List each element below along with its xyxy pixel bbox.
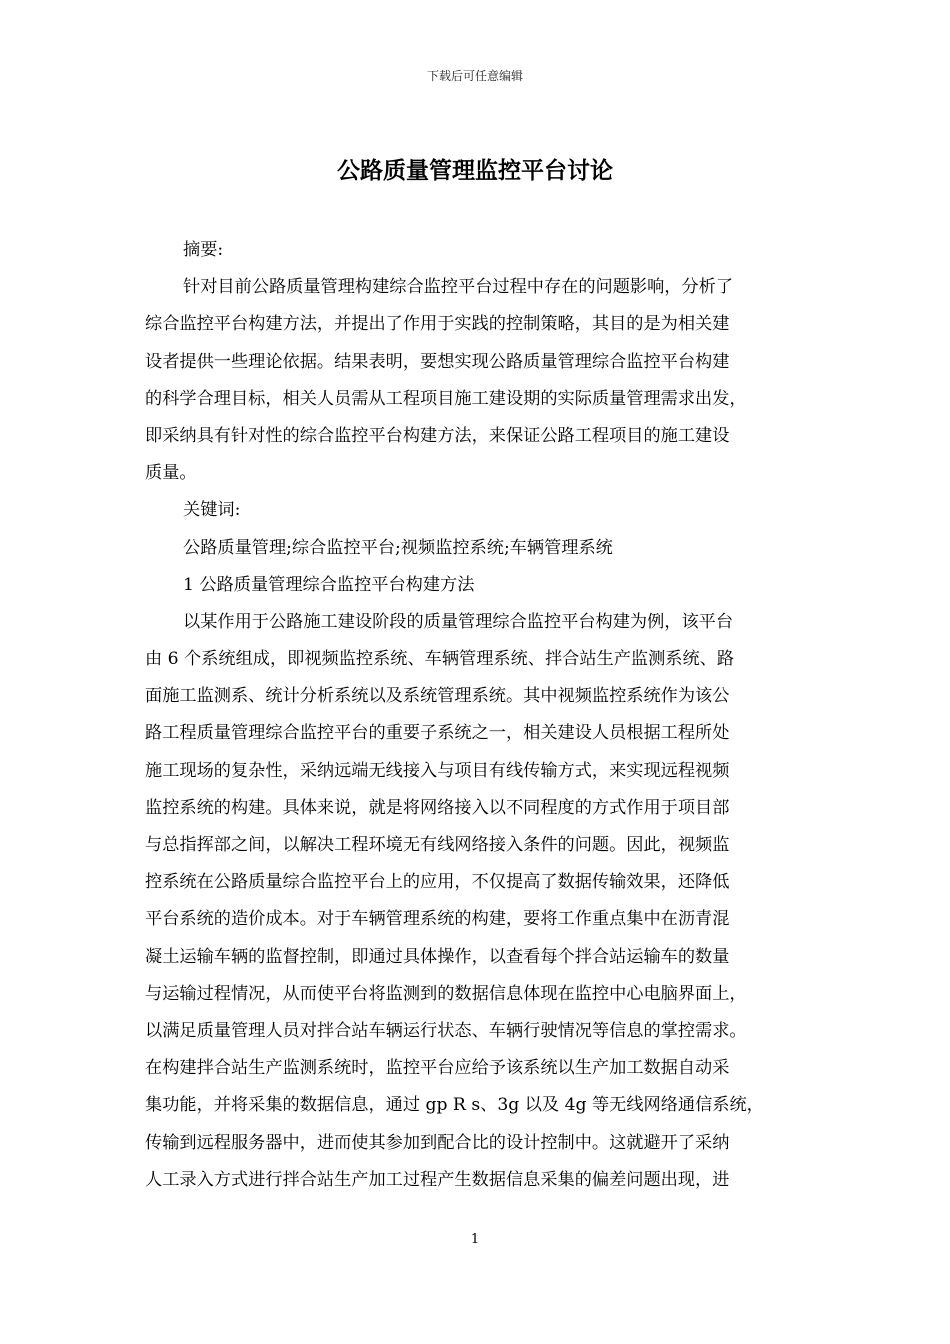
abstract-line: 针对目前公路质量管理构建综合监控平台过程中存在的问题影响，分析了 [183,277,734,298]
abstract-label: 摘要: [183,240,224,260]
section-line: 施工现场的复杂性，采纳远端无线接入与项目有线传输方式，来实现远程视频 [145,760,730,781]
section-line: 与运输过程情况，从而使平台将监测到的数据信息体现在监控中心电脑界面上， [145,983,747,1004]
abstract-line: 即采纳具有针对性的综合监控平台构建方法，来保证公路工程项目的施工建设 [145,425,730,446]
section-line: 路工程质量管理综合监控平台的重要子系统之一，相关建设人员根据工程所处 [145,723,730,744]
section-line: 与总指挥部之间，以解决工程环境无有线网络接入条件的问题。因此，视频监 [145,835,730,855]
section-line: 集功能，并将采集的数据信息，通过 gp R s、3g 以及 4g 等无线网络通信系统， [145,1095,764,1116]
header-note: 下载后可任意编辑 [426,69,523,83]
section-line: 凝土运输车辆的监督控制，即通过具体操作，以查看每个拌合站运输车的数量 [145,946,730,967]
section-line: 以满足质量管理人员对拌合站车辆运行状态、车辆行驶情况等信息的掌控需求。 [145,1020,747,1041]
section-line: 传输到远程服务器中，进而使其参加到配合比的设计控制中。这就避开了采纳 [145,1132,730,1153]
abstract-line: 质量。 [145,463,197,484]
keywords-label: 关键词: [183,500,241,521]
section-line: 由 6 个系统组成，即视频监控系统、车辆管理系统、拌合站生产监测系统、路 [145,649,735,670]
abstract-line: 设者提供一些理论依据。结果表明，要想实现公路质量管理综合监控平台构建 [145,351,730,372]
abstract-line: 综合监控平台构建方法，并提出了作用于实践的控制策略，其目的是为相关建 [145,314,730,335]
section-heading: 1 公路质量管理综合监控平台构建方法 [183,574,475,595]
section-line: 在构建拌合站生产监测系统时，监控平台应给予该系统以生产加工数据自动采 [145,1058,730,1079]
section-line: 面施工监测系、统计分析系统以及系统管理系统。其中视频监控系统作为该公 [145,686,730,707]
section-line: 以某作用于公路施工建设阶段的质量管理综合监控平台构建为例，该平台 [183,611,734,632]
section-line: 监控系统的构建。具体来说，就是将网络接入以不同程度的方式作用于项目部 [145,797,730,818]
section-line: 人工录入方式进行拌合站生产加工过程产生数据信息采集的偏差问题出现，进 [145,1169,730,1190]
section-line: 平台系统的造价成本。对于车辆管理系统的构建，要将工作重点集中在沥青混 [145,909,730,930]
page-number: 1 [470,1232,480,1247]
abstract-line: 的科学合理目标，相关人员需从工程项目施工建设期的实际质量管理需求出发， [145,388,747,409]
section-line: 控系统在公路质量综合监控平台上的应用，不仅提高了数据传输效果，还降低 [145,872,730,893]
keywords-list: 公路质量管理;综合监控平台;视频监控系统;车辆管理系统 [183,537,613,558]
document-title: 公路质量管理监控平台讨论 [337,158,613,184]
document-body [145,232,817,1199]
